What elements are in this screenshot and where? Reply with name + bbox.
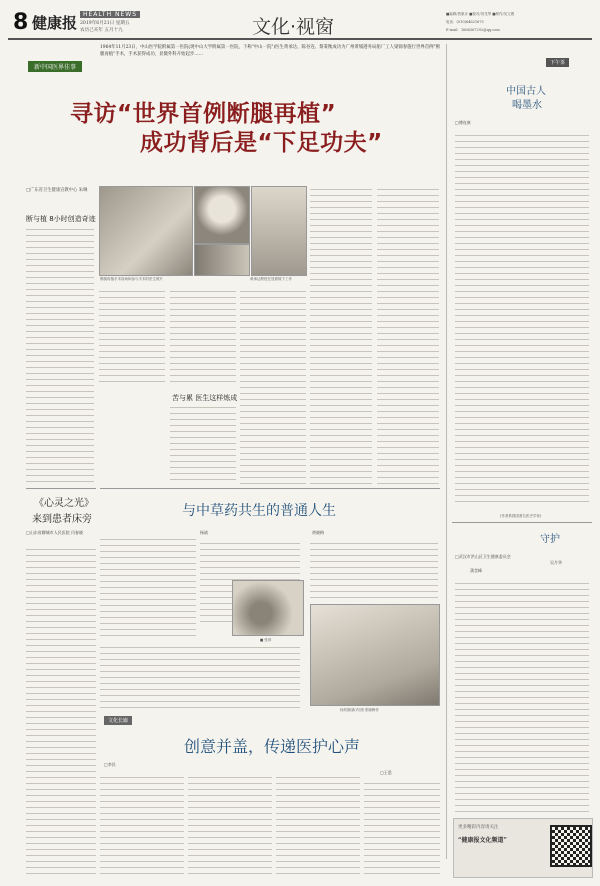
header-rule <box>8 38 592 40</box>
sidebar-text2 <box>455 580 589 812</box>
qr-title: 更多精彩内容请关注 <box>458 825 499 830</box>
herb-text-3 <box>310 540 438 600</box>
section-title: 文化·视窗 <box>252 16 335 38</box>
lid-text-2 <box>188 774 272 874</box>
column-divider <box>446 44 447 859</box>
story-byline: □广东省卫生健康宣教中心 朱琳 <box>26 188 88 193</box>
story-text-col1 <box>26 226 94 482</box>
qr-code <box>550 825 592 867</box>
sidebar-author2-name1: 吴月华 <box>550 560 562 565</box>
issue-date: 2019年6月21日 星期五 <box>80 21 130 26</box>
sidebar-title-2: 喝墨水 <box>512 100 542 111</box>
photo-caption-2: 黄承达教授在显微镜下工作 <box>250 277 292 281</box>
sidebar-author: □傅连康 <box>455 120 471 125</box>
herb-caption-2: 扬药图(新)写照 张晓梅作 <box>340 708 379 712</box>
story-text-col5 <box>240 288 306 484</box>
book-title: 《心灵之光》 <box>34 498 94 509</box>
sidebar-title-guard: 守护 <box>540 534 560 545</box>
herb-text-4 <box>100 644 300 708</box>
middle-rule <box>100 488 440 489</box>
microscope-photo <box>194 244 250 276</box>
page-header <box>0 0 600 40</box>
herb-author-2: 黄晓梅 <box>312 530 324 535</box>
herb-illustration <box>232 580 304 636</box>
story-text-col3 <box>170 288 236 384</box>
phone: 电话：(010)64621675 <box>446 20 484 24</box>
lid-author-2: □王恩 <box>380 770 392 775</box>
story-intro: 1964年11月23日，中山医学院附属第一医院(现中山大学附属第一医院，下称"中山一院")医生黄承达、陈谷连、黎秉衡成功为广州黄埔港务局船厂工人梁锦春施行世界首例"断腿再植"手术，手术获得成功，显微外科开始起步…… <box>100 45 440 57</box>
lid-text-4 <box>364 780 440 874</box>
story-text-col6 <box>310 186 372 484</box>
herb-author-1: 杨斌 <box>200 530 208 535</box>
lid-text-3 <box>276 774 360 874</box>
sidebar-author2-org: □武汉市洪山区卫生健康委员会 <box>455 554 511 559</box>
sidebar-text <box>455 132 589 506</box>
doctor-portrait-photo <box>194 186 250 244</box>
qr-box <box>453 818 593 878</box>
lid-text-1 <box>100 774 184 874</box>
qr-name: “健康报文化频道” <box>458 837 507 844</box>
book-text <box>26 546 96 874</box>
paper-name: 健康报 <box>32 14 78 32</box>
lid-author-1: □李民 <box>104 762 116 767</box>
herb-caption-1: ■ 张萍 <box>260 638 272 642</box>
sidebar-title-1: 中国古人 <box>506 86 546 97</box>
page-number: 8 <box>13 10 29 35</box>
subhead-2: 苦与累 医生这样炼成 <box>172 394 238 402</box>
sidebar-author2-name2: 蒲莹峰 <box>470 568 482 573</box>
gallery-tag: 文化长廊 <box>104 716 132 725</box>
subhead-1: 断与植 8小时创造奇迹 <box>26 215 96 223</box>
herb-text-1 <box>100 536 196 636</box>
section-tag: 新中国医界佳事 <box>28 61 82 72</box>
sidebar-rule <box>452 522 592 523</box>
herb-title: 与中草药共生的普通人生 <box>182 503 336 519</box>
headline-line1: 寻访“世界首例断腿再植” <box>70 101 337 127</box>
team-photo <box>251 186 307 276</box>
surgery-photo <box>99 186 193 276</box>
book-subtitle: 来到患者床旁 <box>32 514 92 525</box>
story-text-col7 <box>377 186 439 484</box>
lunar-date: 农历己亥年 五月十九 <box>80 28 123 33</box>
photo-caption-1: 断腿再植手术现场和参与手术的医生照片 <box>100 277 163 281</box>
sidebar-footer: (作者系我国著名医史学家) <box>500 514 542 518</box>
book-author: □山东省聊城市人民医院 闫春晓 <box>26 530 84 535</box>
editors: ■编辑/蔡豪卉 ■校对/刘龙琴 ■制作/吴文俊 <box>446 12 515 16</box>
left-rule <box>26 488 96 489</box>
headline-line2: 成功背后是“下足功夫” <box>140 130 383 156</box>
story-text-col4 <box>170 404 236 484</box>
sidebar-tag: 下午茶 <box>546 58 569 67</box>
painting-illustration <box>310 604 440 706</box>
section-en: HEALTH NEWS <box>80 11 140 18</box>
story-text-col2 <box>99 288 165 384</box>
lid-title: 创意并盖，传递医护心声 <box>184 737 361 756</box>
email: E-mail：1668367292@qq.com <box>446 28 500 32</box>
